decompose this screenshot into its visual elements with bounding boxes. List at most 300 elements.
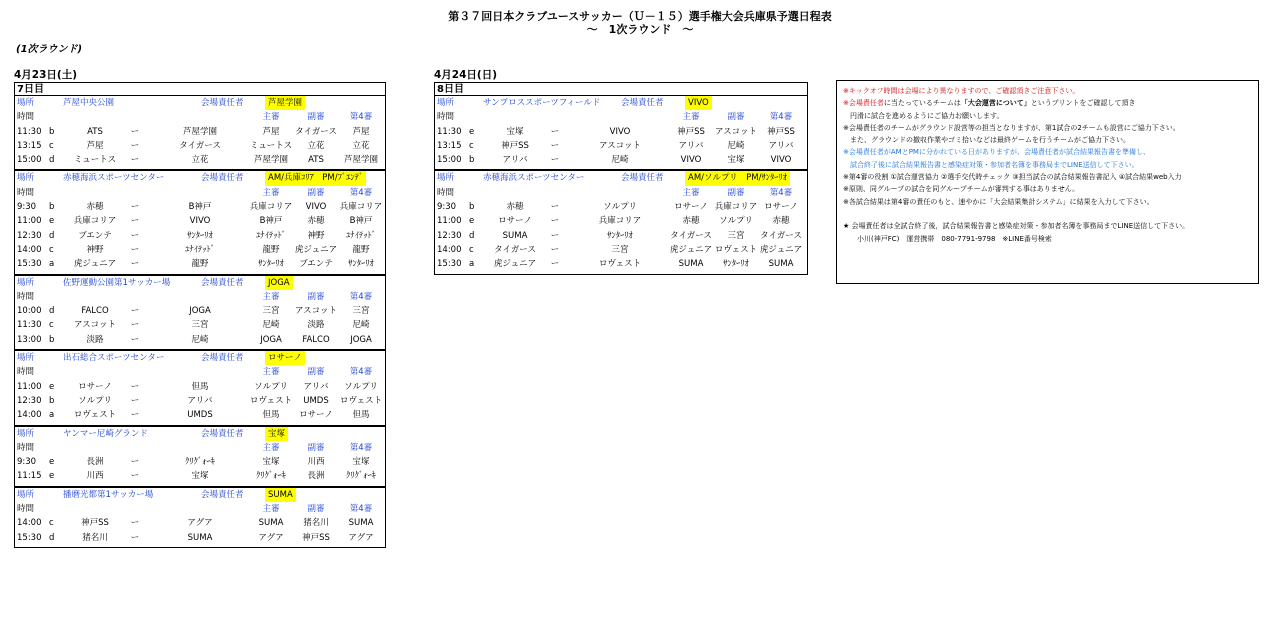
manager-team: JOGA [265, 276, 293, 290]
match-row [435, 257, 807, 271]
group-letter: a [469, 259, 475, 270]
kickoff-time: 14:00 [17, 518, 42, 529]
time-header-row [15, 186, 385, 200]
fourth-official: 赤穂 [772, 216, 790, 227]
group-letter: b [469, 202, 475, 213]
day-date: 4月23日(土) [14, 69, 78, 81]
kickoff-time: 11:00 [437, 216, 462, 227]
vs-mark: ー [130, 230, 140, 241]
group-letter: a [49, 410, 55, 421]
away-team: アスコット [599, 140, 641, 151]
match-row [15, 455, 385, 469]
ref1-label: 主審 [262, 442, 280, 453]
round-label: (1次ラウンド) [16, 44, 83, 55]
away-team: UMDS [187, 410, 213, 421]
fourth-official: JOGA [350, 334, 372, 345]
vs-mark: ー [130, 140, 140, 151]
time-header-row [15, 290, 385, 304]
main-referee: ロヴェスト [249, 395, 293, 406]
group-letter: b [49, 395, 55, 406]
home-team: 長洲 [86, 457, 104, 468]
fourth-official: ﾕﾅｲﾃｯﾄﾞ [346, 230, 376, 241]
match-row [15, 333, 385, 347]
main-referee: 赤穂 [682, 216, 700, 227]
fourth-official: ロサーノ [764, 202, 798, 213]
kickoff-time: 12:30 [437, 230, 462, 241]
kickoff-time: 13:00 [17, 334, 42, 345]
venue-label: 場所 [17, 489, 35, 500]
kickoff-time: 11:30 [437, 126, 462, 137]
kickoff-time: 15:30 [437, 259, 462, 270]
assistant-referee: 兵庫コリア [714, 202, 758, 213]
assistant-referee: アスコット [295, 306, 337, 317]
vs-mark: ー [130, 155, 140, 166]
ref1-label: 主審 [262, 367, 280, 378]
venue-row [435, 96, 807, 110]
fourth-official: VIVO [770, 155, 792, 166]
fourth-official: アリバ [768, 140, 794, 151]
kickoff-time: 9:30 [17, 202, 37, 213]
main-referee: 芦屋学園 [253, 155, 289, 166]
away-team: ｸﾘｸﾞｫｰｷ [185, 457, 215, 468]
assistant-referee: 猪名川 [303, 518, 329, 529]
note-line-6: ※会場責任者がAMとPMに分かれている日がありますが、会場責任者が試合結果報告書を準備し、 [843, 148, 1150, 157]
manager-label: 会場責任者 [201, 428, 244, 439]
main-referee: 兵庫コリア [249, 202, 293, 213]
assistant-referee: 虎ジュニア [294, 244, 338, 255]
vs-mark: ー [130, 306, 140, 317]
ref4-label: 第4審 [349, 291, 373, 302]
home-team: タイガース [494, 244, 536, 255]
vs-mark: ー [550, 216, 560, 227]
match-row [15, 153, 385, 167]
fourth-official: ｸﾘｸﾞｫｰｷ [346, 471, 376, 482]
venue-block [15, 427, 385, 488]
group-letter: c [49, 518, 54, 529]
fourth-official: SUMA [768, 259, 794, 270]
away-team: ｻﾝﾀｰﾘｵ [187, 230, 213, 241]
group-letter: e [49, 381, 55, 392]
away-team: 尼崎 [191, 334, 209, 345]
away-team: 宝塚 [191, 471, 209, 482]
main-referee: アリバ [678, 140, 704, 151]
assistant-referee: FALCO [302, 334, 330, 345]
group-letter: d [49, 230, 55, 241]
vs-mark: ー [130, 518, 140, 529]
note-line-1: ※キックオフ時間は会場により異なりますので、ご確認頂きご注意下さい。 [843, 87, 1080, 95]
assistant-referee: ｻﾝﾀｰﾘｵ [723, 259, 749, 270]
assistant-referee: 神戸SS [302, 532, 330, 543]
fourth-official: ｻﾝﾀｰﾘｵ [348, 259, 374, 270]
vs-mark: ー [550, 259, 560, 270]
ref1-label: 主審 [682, 112, 700, 123]
fourth-official: 芦屋 [352, 126, 370, 137]
venue-block [435, 171, 807, 273]
time-label: 時間 [17, 442, 35, 453]
title-line-1: 第３７回日本クラブユースサッカー（Ｕ－１５）選手権大会兵庫県予選日程表 [448, 10, 832, 23]
venue-row [15, 171, 385, 185]
assistant-referee: 長洲 [307, 471, 325, 482]
group-letter: e [49, 471, 55, 482]
group-letter: c [49, 140, 54, 151]
venue-label: 場所 [17, 353, 35, 364]
note-line-13: 小川(神戸FC) 運営携帯 080-7791-9798 ※LINE番号検索 [843, 234, 1052, 243]
group-letter: c [469, 140, 474, 151]
time-header-row [15, 110, 385, 124]
vs-mark: ー [130, 216, 140, 227]
main-referee: 尼崎 [262, 320, 280, 331]
assistant-referee: ロサーノ [299, 410, 333, 421]
venue-label: 場所 [437, 98, 455, 108]
venue-block [15, 96, 385, 171]
home-team: ブエンテ [78, 230, 112, 241]
main-referee: 但馬 [262, 410, 280, 421]
group-letter: e [49, 216, 55, 227]
time-label: 時間 [17, 291, 35, 302]
manager-team: AM/ソルプリ PM/ｻﾝﾀｰﾘｵ [685, 171, 790, 185]
away-team: 三宮 [191, 320, 209, 331]
kickoff-time: 13:15 [17, 140, 42, 151]
time-label: 時間 [17, 367, 35, 378]
manager-team: SUMA [265, 488, 296, 502]
assistant-referee: 淡路 [307, 320, 325, 331]
venue-name: 芦屋中央公園 [63, 98, 115, 108]
match-row [435, 125, 807, 139]
vs-mark: ー [130, 410, 140, 421]
home-team: FALCO [81, 306, 109, 317]
page-title [0, 10, 1280, 36]
home-team: 猪名川 [82, 532, 108, 543]
group-letter: b [49, 126, 55, 137]
vs-mark: ー [550, 244, 560, 255]
home-team: 神戸SS [501, 140, 529, 151]
match-row [15, 229, 385, 243]
fourth-official: 尼崎 [352, 320, 370, 331]
venue-label: 場所 [17, 98, 35, 108]
vs-mark: ー [130, 202, 140, 213]
home-team: アスコット [74, 320, 116, 331]
main-referee: ﾕﾅｲﾃｯﾄﾞ [256, 230, 286, 241]
match-row [15, 304, 385, 318]
kickoff-time: 15:00 [17, 155, 42, 166]
venue-label: 場所 [17, 173, 35, 184]
away-team: SUMA [187, 532, 213, 543]
away-team: 兵庫コリア [598, 216, 642, 227]
fourth-official: タイガース [760, 230, 802, 241]
note-line-11 [843, 208, 1252, 220]
match-row [15, 516, 385, 530]
kickoff-time: 12:30 [17, 230, 42, 241]
ref4-label: 第4審 [349, 187, 373, 198]
group-letter: e [469, 216, 475, 227]
venue-row [15, 276, 385, 290]
away-team: 芦屋学園 [182, 126, 218, 137]
match-row [15, 257, 385, 271]
match-row [15, 469, 385, 483]
kickoff-time: 14:00 [17, 410, 42, 421]
vs-mark: ー [130, 259, 140, 270]
group-letter: d [469, 230, 475, 241]
venue-row [15, 488, 385, 502]
ref2-label: 副審 [307, 367, 325, 378]
away-team: 尼崎 [611, 155, 629, 166]
manager-label: 会場責任者 [201, 353, 244, 364]
match-row [15, 531, 385, 545]
venue-name: 出石総合スポーツセンター [63, 353, 165, 364]
match-row [15, 125, 385, 139]
fourth-official: アグア [348, 532, 374, 543]
venue-block [15, 351, 385, 426]
time-header-row [15, 365, 385, 379]
assistant-referee: ソルプリ [719, 216, 753, 227]
venue-label: 場所 [17, 428, 35, 439]
group-letter: e [469, 126, 475, 137]
note-line-5: また、グラウンドの撤収作業やゴミ拾いなどは最終ゲームを行うチームがご協力下さい。 [843, 136, 1130, 145]
venue-block [435, 96, 807, 171]
ref2-label: 副審 [307, 442, 325, 453]
group-letter: c [469, 244, 474, 255]
assistant-referee: UMDS [303, 395, 329, 406]
time-label: 時間 [17, 187, 35, 198]
away-team: ソルプリ [603, 202, 637, 213]
assistant-referee: アスコット [715, 126, 757, 137]
kickoff-time: 10:00 [17, 306, 42, 317]
kickoff-time: 14:00 [437, 244, 462, 255]
assistant-referee: 川西 [307, 457, 325, 468]
assistant-referee: VIVO [305, 202, 327, 213]
assistant-referee: 宝塚 [727, 155, 745, 166]
fourth-official: 宝塚 [352, 457, 370, 468]
match-row [435, 214, 807, 228]
ref4-label: 第4審 [349, 504, 373, 515]
home-team: 宝塚 [506, 126, 524, 137]
ref1-label: 主審 [262, 187, 280, 198]
manager-label: 会場責任者 [201, 98, 244, 108]
vs-mark: ー [130, 334, 140, 345]
group-letter: e [49, 457, 55, 468]
ref4-label: 第4審 [769, 187, 793, 198]
ref1-label: 主審 [262, 504, 280, 515]
kickoff-time: 14:00 [17, 244, 42, 255]
fourth-official: 三宮 [352, 306, 370, 317]
main-referee: 宝塚 [262, 457, 280, 468]
group-letter: b [469, 155, 475, 166]
fourth-official: 龍野 [352, 244, 370, 255]
fourth-official: 但馬 [352, 410, 370, 421]
manager-label: 会場責任者 [201, 489, 244, 500]
away-team: B神戸 [188, 202, 212, 213]
assistant-referee: 神野 [307, 230, 325, 241]
home-team: 赤穂 [86, 202, 104, 213]
vs-mark: ー [130, 395, 140, 406]
match-row [15, 200, 385, 214]
time-label: 時間 [17, 504, 35, 515]
time-header-row [435, 110, 807, 124]
main-referee: 三宮 [262, 306, 280, 317]
away-team: VIVO [609, 126, 631, 137]
vs-mark: ー [550, 140, 560, 151]
main-referee: ミュートス [249, 140, 293, 151]
venue-block [15, 171, 385, 275]
away-team: タイガース [179, 140, 221, 151]
vs-mark: ー [130, 532, 140, 543]
group-letter: b [49, 202, 55, 213]
match-row [15, 243, 385, 257]
main-referee: B神戸 [259, 216, 283, 227]
fourth-official: 立花 [352, 140, 370, 151]
note-line-4: ※会場責任者のチームがグラウンド設営等の担当となりますが、第1試合の2チームも設営にご協力下さい。 [843, 123, 1180, 132]
fourth-official: ソルプリ [344, 381, 378, 392]
time-label: 時間 [17, 112, 35, 123]
home-team: ミュートス [73, 155, 117, 166]
vs-mark: ー [130, 471, 140, 482]
venue-block [15, 488, 385, 547]
home-team: ATS [87, 126, 103, 137]
match-row [15, 318, 385, 332]
venue-name: 赤穂海浜スポーツセンター [63, 173, 165, 184]
main-referee: VIVO [680, 155, 702, 166]
vs-mark: ー [130, 126, 140, 137]
away-team: 龍野 [191, 259, 209, 270]
venue-label: 場所 [17, 277, 35, 288]
assistant-referee: 三宮 [727, 230, 745, 241]
vs-mark: ー [550, 155, 560, 166]
time-header-row [435, 186, 807, 200]
group-letter: d [49, 155, 55, 166]
home-team: アリバ [502, 155, 528, 166]
away-team: アグア [187, 518, 213, 529]
ref4-label: 第4審 [349, 367, 373, 378]
venue-label: 場所 [437, 173, 455, 184]
day-schedule-0424 [434, 68, 808, 275]
note-line-2: ※会場責任者に当たっているチームは「大会運営について」というプリントをご確認して頂き [843, 99, 1136, 108]
title-line-2: ～ 1次ラウンド ～ [586, 23, 694, 36]
ref2-label: 副審 [307, 504, 325, 515]
assistant-referee: 立花 [307, 140, 325, 151]
main-referee: 虎ジュニア [669, 244, 713, 255]
notes-box [836, 80, 1259, 284]
day-label: 7日目 [15, 83, 385, 96]
ref2-label: 副審 [307, 291, 325, 302]
main-referee: SUMA [258, 518, 284, 529]
assistant-referee: ブエンテ [299, 259, 333, 270]
assistant-referee: アリバ [303, 381, 329, 392]
home-team: ロヴェスト [73, 410, 117, 421]
time-label: 時間 [437, 187, 455, 198]
vs-mark: ー [130, 381, 140, 392]
main-referee: ソルプリ [254, 381, 288, 392]
manager-team: AM/兵庫ｺﾘｱ PM/ﾌﾞｴﾝﾃﾞ [265, 171, 366, 185]
note-line-12: ★ 会場責任者は全試合終了後，試合結果報告書と感染症対策・参加者名簿を事務局までLINE送信して下さい。 [843, 222, 1190, 231]
venue-name: 播磨光都第1サッカー場 [63, 489, 154, 500]
group-letter: d [49, 532, 55, 543]
assistant-referee: ATS [308, 155, 324, 166]
ref4-label: 第4審 [349, 442, 373, 453]
kickoff-time: 15:00 [437, 155, 462, 166]
match-row [15, 394, 385, 408]
manager-team: 宝塚 [265, 427, 288, 441]
venue-row [15, 351, 385, 365]
vs-mark: ー [130, 457, 140, 468]
note-line-10: ※各試合結果は第4審の責任のもと、速やかに「大会結果集計システム」に結果を入力して下さい。 [843, 197, 1154, 206]
main-referee: ロサーノ [674, 202, 708, 213]
home-team: 虎ジュニア [493, 259, 537, 270]
home-team: 淡路 [86, 334, 104, 345]
home-team: ロサーノ [498, 216, 532, 227]
ref1-label: 主審 [682, 187, 700, 198]
main-referee: ｻﾝﾀｰﾘｵ [258, 259, 284, 270]
match-row [435, 243, 807, 257]
assistant-referee: 尼崎 [727, 140, 745, 151]
home-team: 川西 [86, 471, 104, 482]
home-team: 神戸SS [81, 518, 109, 529]
fourth-official: 神戸SS [767, 126, 795, 137]
away-team: 但馬 [191, 381, 209, 392]
group-letter: c [49, 244, 54, 255]
note-line-3: 円滑に試合を進めるようにご協力お願いします。 [843, 111, 1004, 120]
away-team: アリバ [187, 395, 213, 406]
kickoff-time: 11:30 [17, 126, 42, 137]
manager-label: 会場責任者 [201, 277, 244, 288]
day-label: 8日目 [435, 83, 807, 96]
venue-row [435, 171, 807, 185]
manager-label: 会場責任者 [201, 173, 244, 184]
venue-block [15, 276, 385, 351]
kickoff-time: 15:30 [17, 259, 42, 270]
vs-mark: ー [130, 320, 140, 331]
home-team: 虎ジュニア [73, 259, 117, 270]
fourth-official: 虎ジュニア [759, 244, 803, 255]
venue-name: 赤穂海浜スポーツセンター [483, 173, 585, 184]
home-team: ソルプリ [78, 395, 112, 406]
main-referee: タイガース [670, 230, 712, 241]
main-referee: SUMA [678, 259, 704, 270]
manager-label: 会場責任者 [621, 98, 664, 108]
home-team: 神野 [86, 244, 104, 255]
vs-mark: ー [550, 230, 560, 241]
venue-row [15, 96, 385, 110]
kickoff-time: 9:30 [437, 202, 457, 213]
venue-name: ヤンマー尼崎グランド [63, 428, 148, 439]
ref2-label: 副審 [307, 112, 325, 123]
main-referee: 神戸SS [677, 126, 705, 137]
time-header-row [15, 441, 385, 455]
main-referee: アグア [258, 532, 284, 543]
home-team: SUMA [502, 230, 528, 241]
day-frame [434, 82, 808, 275]
fourth-official: ロヴェスト [339, 395, 383, 406]
fourth-official: 兵庫コリア [339, 202, 383, 213]
match-row [15, 380, 385, 394]
match-row [15, 139, 385, 153]
match-row [435, 139, 807, 153]
home-team: 赤穂 [506, 202, 524, 213]
fourth-official: SUMA [348, 518, 374, 529]
away-team: 三宮 [611, 244, 629, 255]
day-date: 4月24日(日) [434, 69, 498, 81]
manager-label: 会場責任者 [621, 173, 664, 184]
ref4-label: 第4審 [769, 112, 793, 123]
home-team: 芦屋 [86, 140, 104, 151]
assistant-referee: タイガース [295, 126, 337, 137]
match-row [435, 153, 807, 167]
home-team: 兵庫コリア [73, 216, 117, 227]
main-referee: JOGA [260, 334, 282, 345]
day-frame [14, 82, 386, 548]
venue-row [15, 427, 385, 441]
kickoff-time: 11:00 [17, 216, 42, 227]
ref2-label: 副審 [727, 112, 745, 123]
